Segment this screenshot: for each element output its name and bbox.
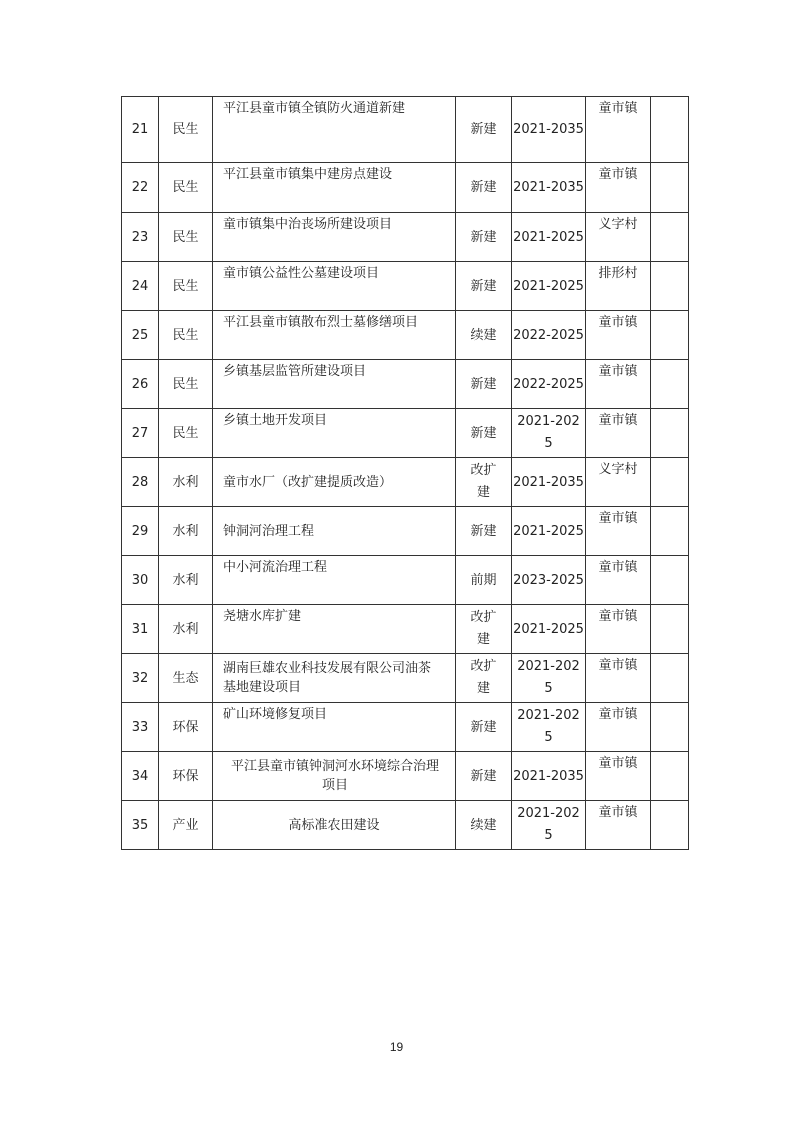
table-row	[122, 654, 689, 703]
row-location: 童市镇	[586, 556, 651, 605]
type-line-2: 建	[476, 485, 490, 500]
row-period	[512, 654, 586, 703]
row-location: 童市镇	[586, 163, 651, 213]
row-period: 2022-2025	[512, 311, 586, 360]
name-line-2: 基地建设项目	[223, 680, 302, 695]
row-location: 童市镇	[586, 654, 651, 703]
row-type: 新建	[456, 163, 512, 213]
row-empty-cell	[651, 360, 689, 409]
type-line-1: 改扩	[470, 659, 497, 674]
row-number: 25	[122, 311, 159, 360]
row-type: 新建	[456, 262, 512, 311]
row-project-name: 尧塘水库扩建	[213, 605, 456, 654]
row-category: 民生	[159, 409, 213, 458]
table-row	[122, 97, 689, 163]
row-empty-cell	[651, 97, 689, 163]
row-category: 水利	[159, 605, 213, 654]
row-empty-cell	[651, 311, 689, 360]
row-period: 2022-2025	[512, 360, 586, 409]
row-category: 水利	[159, 458, 213, 507]
row-category: 环保	[159, 703, 213, 752]
table-row	[122, 213, 689, 262]
row-period: 2023-2025	[512, 556, 586, 605]
table-row	[122, 311, 689, 360]
row-empty-cell	[651, 801, 689, 850]
type-line-1: 改扩	[470, 610, 497, 625]
row-empty-cell	[651, 654, 689, 703]
row-type	[456, 458, 512, 507]
row-empty-cell	[651, 752, 689, 801]
row-type: 续建	[456, 311, 512, 360]
row-type: 新建	[456, 507, 512, 556]
row-empty-cell	[651, 605, 689, 654]
project-table	[121, 96, 689, 850]
row-location: 童市镇	[586, 801, 651, 850]
row-number: 24	[122, 262, 159, 311]
row-project-name: 乡镇基层监管所建设项目	[213, 360, 456, 409]
row-number: 31	[122, 605, 159, 654]
row-empty-cell	[651, 458, 689, 507]
row-category: 民生	[159, 360, 213, 409]
row-location: 义字村	[586, 213, 651, 262]
row-empty-cell	[651, 262, 689, 311]
row-period: 2021-2035	[512, 163, 586, 213]
table-row	[122, 801, 689, 850]
type-line-2: 建	[476, 632, 490, 647]
row-period: 2021-2025	[512, 213, 586, 262]
row-location: 童市镇	[586, 703, 651, 752]
row-category: 民生	[159, 262, 213, 311]
row-period: 2021-2025	[512, 507, 586, 556]
name-line-1: 湖南巨雄农业科技发展有限公司油茶	[223, 661, 432, 676]
row-number: 32	[122, 654, 159, 703]
row-location: 童市镇	[586, 97, 651, 163]
row-empty-cell	[651, 163, 689, 213]
period-line-1: 2021-202	[517, 414, 580, 429]
table-row	[122, 703, 689, 752]
table-row	[122, 458, 689, 507]
row-location: 童市镇	[586, 409, 651, 458]
table-row	[122, 163, 689, 213]
page-number: 19	[389, 1040, 404, 1054]
row-project-name: 高标准农田建设	[213, 801, 456, 850]
row-number: 28	[122, 458, 159, 507]
row-project-name: 平江县童市镇全镇防火通道新建	[213, 97, 456, 163]
row-empty-cell	[651, 409, 689, 458]
table-row	[122, 556, 689, 605]
row-empty-cell	[651, 703, 689, 752]
row-type	[456, 605, 512, 654]
row-type	[456, 654, 512, 703]
row-project-name: 矿山环境修复项目	[213, 703, 456, 752]
row-location: 排形村	[586, 262, 651, 311]
row-period: 2021-2025	[512, 262, 586, 311]
name-line-1: 平江县童市镇钟洞河水环境综合治理	[230, 759, 439, 774]
table-row	[122, 409, 689, 458]
type-line-2: 建	[476, 681, 490, 696]
row-project-name: 中小河流治理工程	[213, 556, 456, 605]
row-category: 民生	[159, 213, 213, 262]
table-row	[122, 507, 689, 556]
row-location: 童市镇	[586, 360, 651, 409]
row-type: 新建	[456, 97, 512, 163]
period-line-1: 2021-202	[517, 659, 580, 674]
row-period	[512, 801, 586, 850]
row-type: 新建	[456, 213, 512, 262]
type-line-1: 改扩	[470, 463, 497, 478]
row-project-name	[213, 752, 456, 801]
row-number: 22	[122, 163, 159, 213]
period-line-2: 5	[544, 730, 553, 745]
row-project-name: 童市镇集中治丧场所建设项目	[213, 213, 456, 262]
row-type: 新建	[456, 752, 512, 801]
row-project-name: 童市镇公益性公墓建设项目	[213, 262, 456, 311]
row-number: 35	[122, 801, 159, 850]
row-period	[512, 409, 586, 458]
row-category: 民生	[159, 163, 213, 213]
period-line-2: 5	[544, 436, 553, 451]
name-line-2: 项目	[321, 778, 348, 793]
row-number: 21	[122, 97, 159, 163]
row-category: 民生	[159, 97, 213, 163]
period-line-1: 2021-202	[517, 806, 580, 821]
row-category: 水利	[159, 556, 213, 605]
row-location: 童市镇	[586, 752, 651, 801]
row-empty-cell	[651, 213, 689, 262]
row-category: 环保	[159, 752, 213, 801]
row-project-name: 钟洞河治理工程	[213, 507, 456, 556]
row-project-name: 乡镇土地开发项目	[213, 409, 456, 458]
row-period: 2021-2035	[512, 752, 586, 801]
row-period: 2021-2035	[512, 97, 586, 163]
row-type: 新建	[456, 703, 512, 752]
row-location: 童市镇	[586, 311, 651, 360]
row-location: 童市镇	[586, 507, 651, 556]
row-location: 义字村	[586, 458, 651, 507]
row-empty-cell	[651, 507, 689, 556]
row-project-name	[213, 654, 456, 703]
row-number: 23	[122, 213, 159, 262]
row-project-name: 平江县童市镇散布烈士墓修缮项目	[213, 311, 456, 360]
period-line-1: 2021-202	[517, 708, 580, 723]
row-type: 新建	[456, 360, 512, 409]
row-location: 童市镇	[586, 605, 651, 654]
period-line-2: 5	[544, 681, 553, 696]
row-project-name: 童市水厂（改扩建提质改造）	[213, 458, 456, 507]
row-type: 续建	[456, 801, 512, 850]
row-number: 33	[122, 703, 159, 752]
row-category: 生态	[159, 654, 213, 703]
row-number: 34	[122, 752, 159, 801]
row-category: 民生	[159, 311, 213, 360]
table-row	[122, 752, 689, 801]
table-row	[122, 360, 689, 409]
row-empty-cell	[651, 556, 689, 605]
row-project-name: 平江县童市镇集中建房点建设	[213, 163, 456, 213]
row-type: 新建	[456, 409, 512, 458]
table-row	[122, 605, 689, 654]
row-type: 前期	[456, 556, 512, 605]
period-line-2: 5	[544, 828, 553, 843]
row-number: 29	[122, 507, 159, 556]
row-category: 水利	[159, 507, 213, 556]
row-number: 30	[122, 556, 159, 605]
row-number: 27	[122, 409, 159, 458]
row-number: 26	[122, 360, 159, 409]
row-category: 产业	[159, 801, 213, 850]
table-row	[122, 262, 689, 311]
row-period: 2021-2035	[512, 458, 586, 507]
row-period: 2021-2025	[512, 605, 586, 654]
row-period	[512, 703, 586, 752]
